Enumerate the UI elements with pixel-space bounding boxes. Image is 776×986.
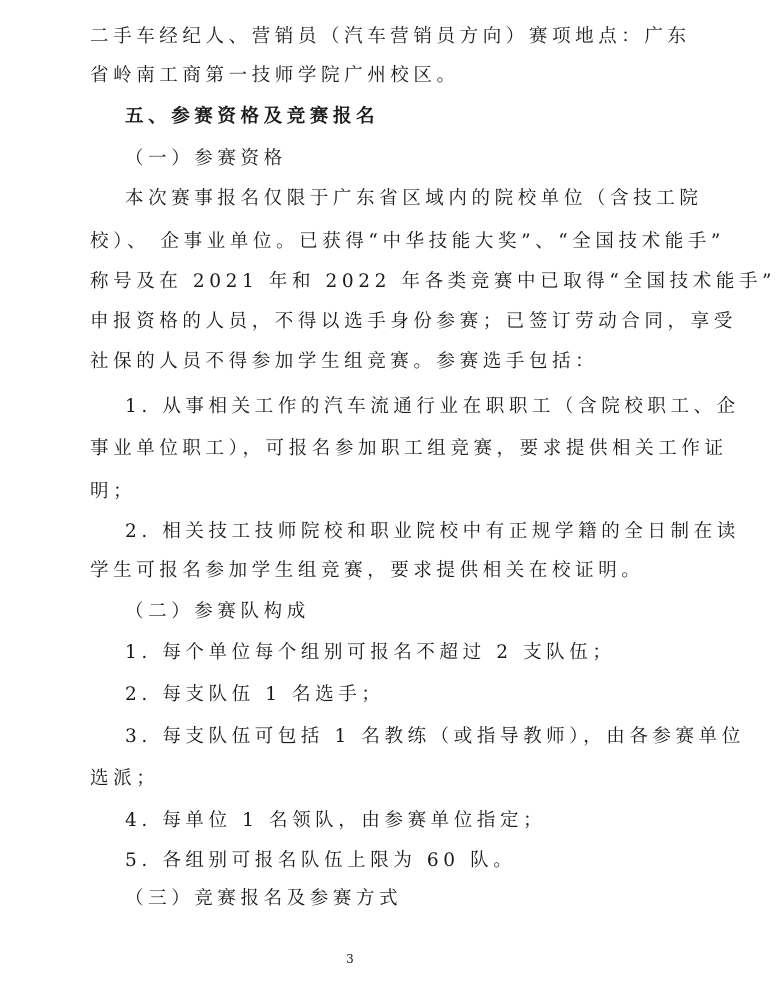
subsection-heading: （一）参赛资格 <box>125 148 287 169</box>
section-heading: 五、参赛资格及竞赛报名 <box>125 106 380 127</box>
subsection-heading: （三）竞赛报名及参赛方式 <box>125 888 403 909</box>
paragraph-line: 事业单位职工），可报名参加职工组竞赛，要求提供相关工作证 <box>90 438 728 459</box>
list-item: 4. 每单位 1 名领队，由参赛单位指定； <box>125 810 547 831</box>
page-number: 3 <box>346 952 354 966</box>
paragraph-line: 明； <box>90 481 137 502</box>
paragraph-line: 校）、 企事业单位。已获得“中华技能大奖”、“全国技术能手” <box>90 231 725 252</box>
list-item: 2. 相关技工技师院校和职业院校中有正规学籍的全日制在读 <box>125 521 740 542</box>
list-item: 3. 每支队伍可包括 1 名教练（或指导教师），由各参赛单位 <box>125 726 745 747</box>
list-item: 1. 每个单位每个组别可报名不超过 2 支队伍； <box>125 642 616 663</box>
list-item: 5. 各组别可报名队伍上限为 60 队。 <box>125 850 517 871</box>
paragraph-line: 社保的人员不得参加学生组竞赛。参赛选手包括： <box>90 351 599 372</box>
paragraph-line: 申报资格的人员，不得以选手身份参赛；已签订劳动合同，享受 <box>90 311 737 332</box>
paragraph-line: 选派； <box>90 768 160 789</box>
paragraph-line: 学生可报名参加学生组竞赛，要求提供相关在校证明。 <box>90 560 645 581</box>
paragraph-line: 二手车经纪人、营销员（汽车营销员方向）赛项地点：广东 <box>90 26 691 47</box>
paragraph-line: 本次赛事报名仅限于广东省区域内的院校单位（含技工院 <box>125 188 703 209</box>
subsection-heading: （二）参赛队构成 <box>125 601 310 622</box>
list-item: 2. 每支队伍 1 名选手； <box>125 684 385 705</box>
paragraph-line: 省岭南工商第一技师学院广州校区。 <box>90 65 460 86</box>
paragraph-line: 称号及在 2021 年和 2022 年各类竞赛中已取得“全国技术能手” <box>90 271 776 292</box>
list-item: 1. 从事相关工作的汽车流通行业在职职工（含院校职工、企 <box>125 396 740 417</box>
